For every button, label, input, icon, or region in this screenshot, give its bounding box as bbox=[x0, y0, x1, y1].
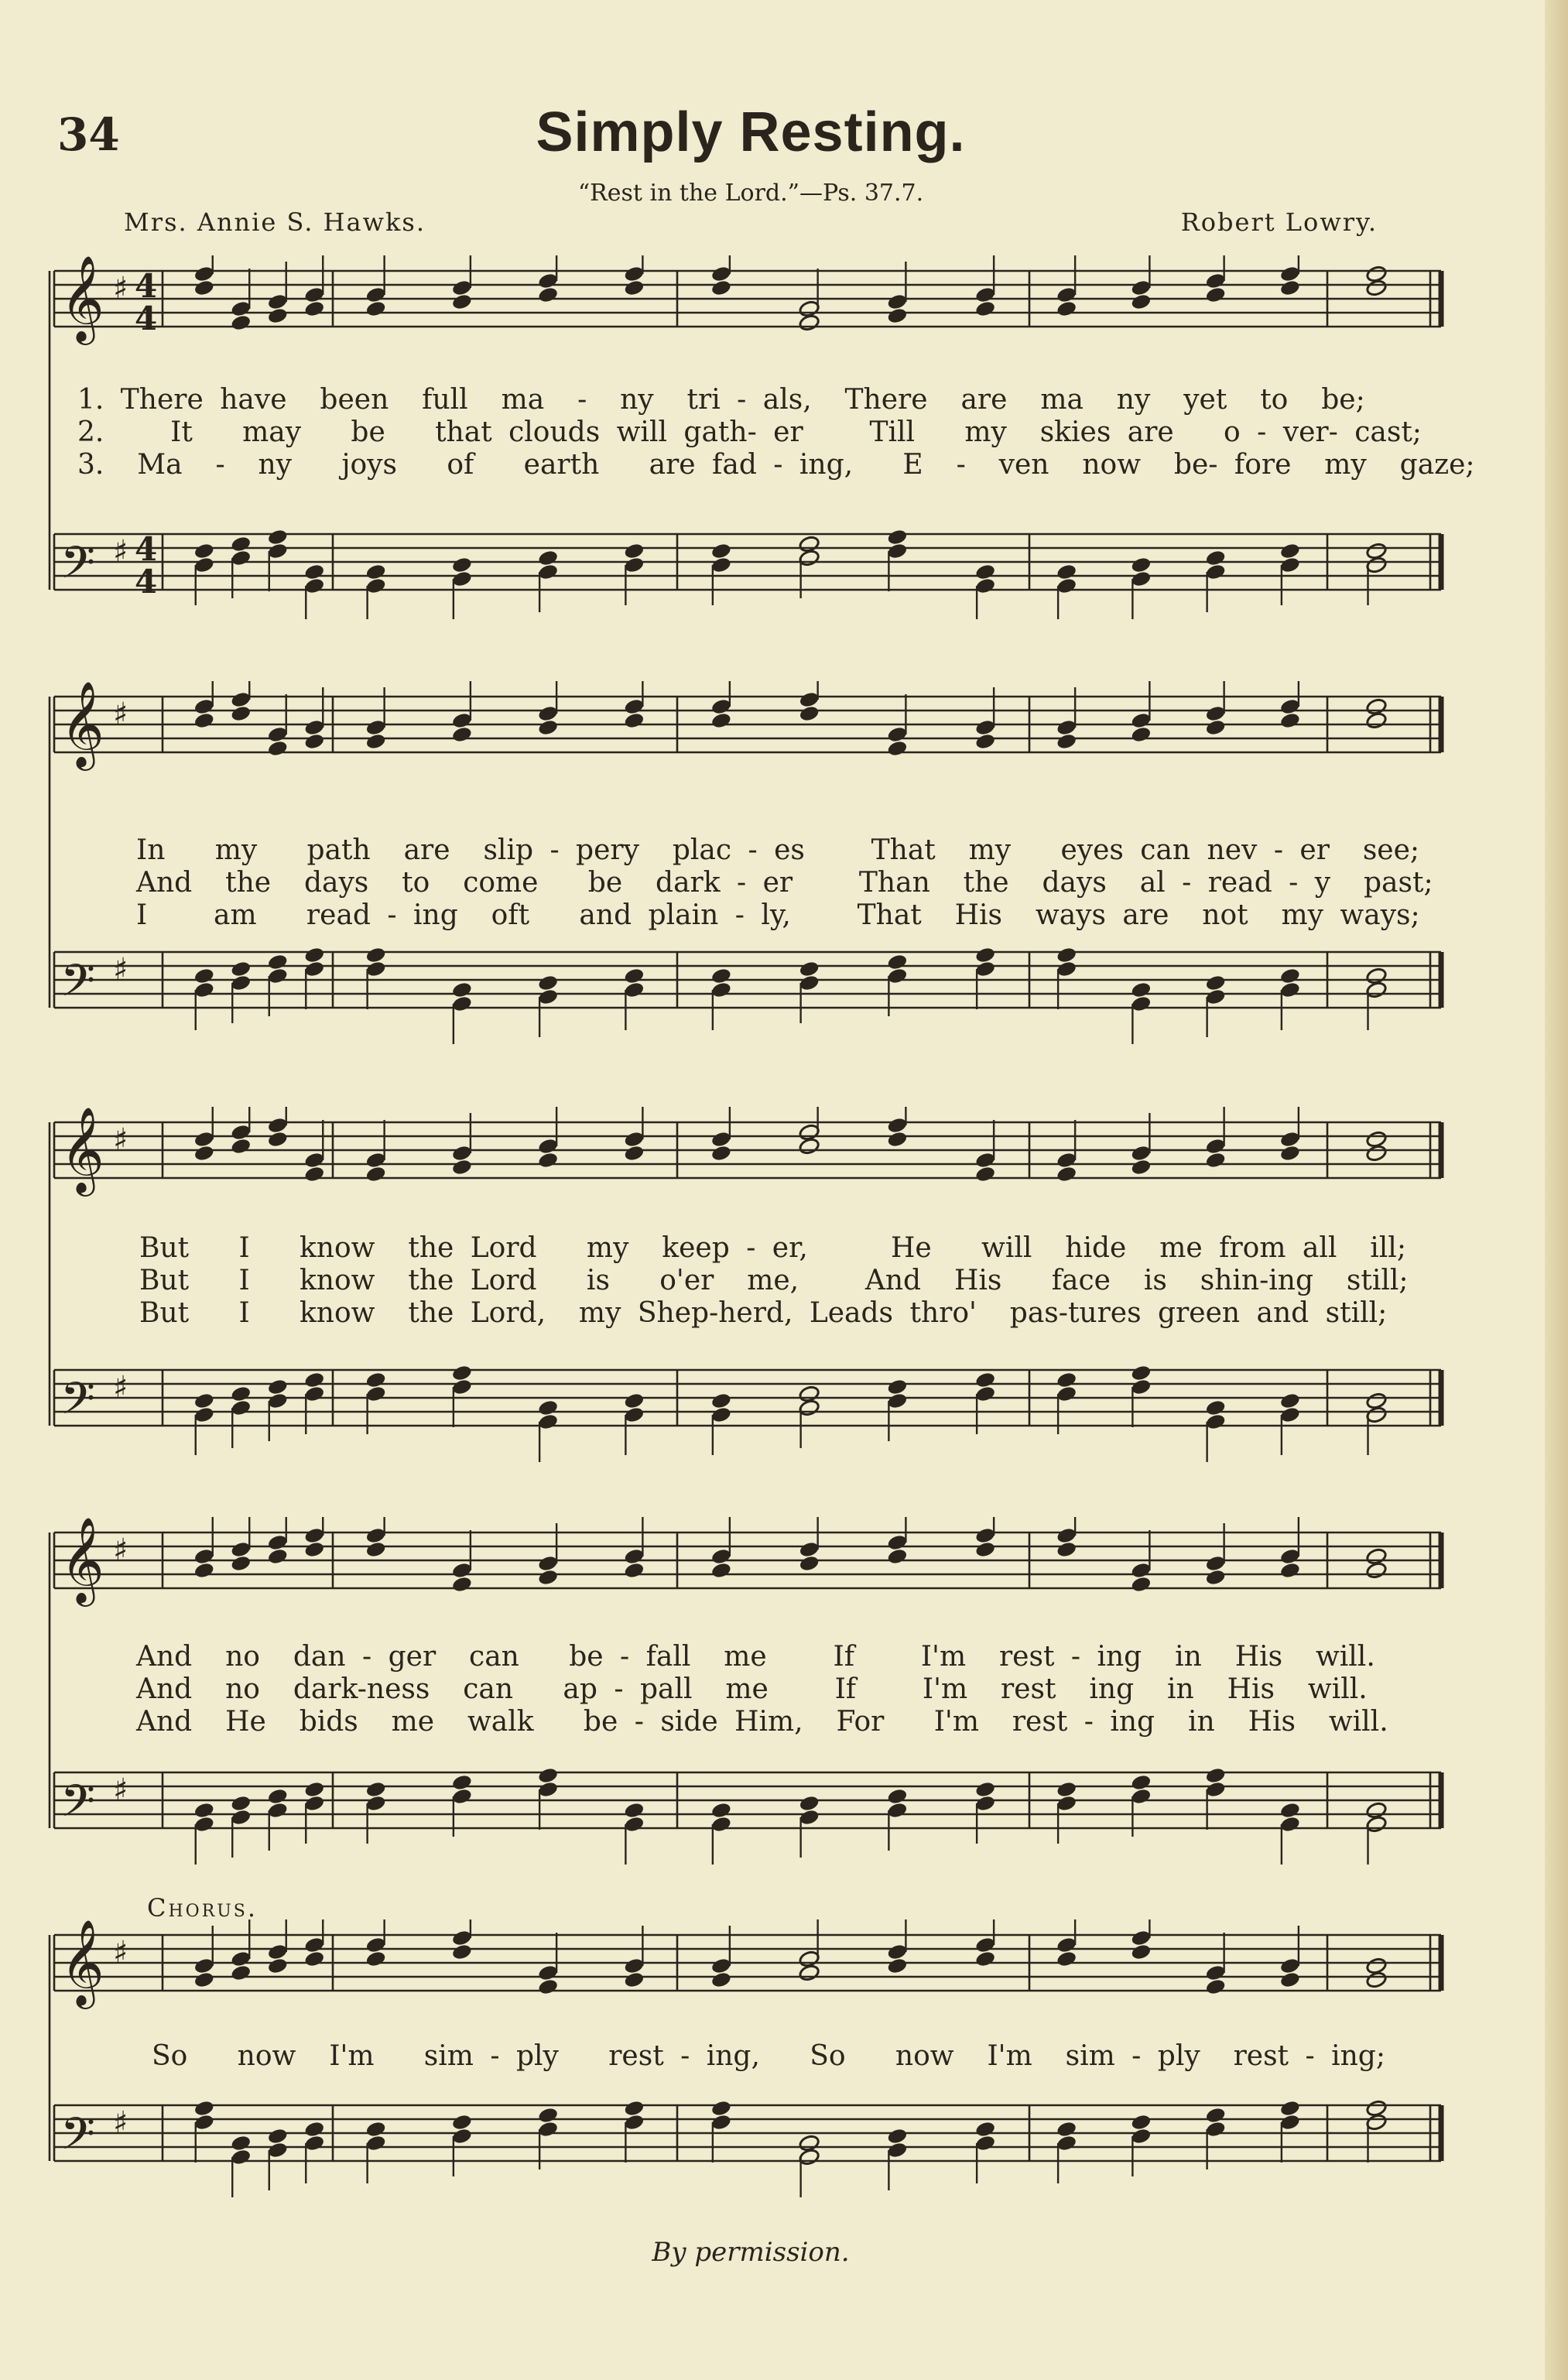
permission-credit: By permission. bbox=[652, 2237, 850, 2268]
note-head bbox=[886, 1957, 908, 1974]
note-head bbox=[1056, 1780, 1077, 1798]
note-head bbox=[1205, 2106, 1227, 2124]
note-head bbox=[623, 967, 645, 985]
note-head bbox=[1130, 1773, 1152, 1791]
note-head bbox=[451, 725, 473, 743]
note-head bbox=[193, 711, 215, 729]
note-head bbox=[193, 1144, 215, 1162]
note-head bbox=[451, 2113, 473, 2131]
verse-line: I am read - ing oft and plain - ly, That His ways are not my ways; bbox=[136, 899, 1420, 931]
note-head bbox=[1205, 974, 1227, 991]
note-head bbox=[974, 563, 996, 580]
note-head bbox=[623, 711, 645, 729]
note-head bbox=[799, 535, 820, 553]
note-head bbox=[710, 711, 732, 729]
note-head bbox=[1365, 2099, 1387, 2117]
note-head bbox=[537, 1151, 559, 1169]
page-number: 34 bbox=[57, 108, 120, 161]
note-head bbox=[1056, 732, 1077, 750]
note-head bbox=[1130, 981, 1152, 998]
note-head bbox=[365, 1165, 387, 1183]
note-head bbox=[1056, 1165, 1077, 1183]
treble-clef-icon: 𝄞 bbox=[60, 255, 104, 341]
note-head bbox=[710, 1801, 732, 1819]
note-head bbox=[537, 1399, 559, 1416]
note-head bbox=[193, 1392, 215, 1409]
note-head bbox=[303, 1371, 325, 1389]
note-head bbox=[1279, 967, 1301, 985]
note-head bbox=[1130, 725, 1152, 743]
note-head bbox=[1130, 293, 1152, 310]
note-head bbox=[974, 300, 996, 317]
note-head bbox=[623, 542, 645, 560]
note-head bbox=[1279, 711, 1301, 729]
note-head bbox=[537, 286, 559, 303]
note-head bbox=[886, 1130, 908, 1148]
time-signature-top: 4 bbox=[135, 267, 158, 305]
note-head bbox=[1279, 1561, 1301, 1579]
note-head bbox=[623, 2099, 645, 2117]
note-head bbox=[365, 946, 387, 964]
note-head bbox=[710, 1144, 732, 1162]
note-head bbox=[1205, 1766, 1227, 1784]
note-head bbox=[1365, 542, 1387, 560]
note-head bbox=[537, 2106, 559, 2124]
verse-line: But I know the Lord my keep - er, He will hide me from all ill; bbox=[139, 1232, 1406, 1264]
note-head bbox=[451, 1364, 473, 1382]
note-head bbox=[886, 1787, 908, 1805]
note-head bbox=[710, 2099, 732, 2117]
scripture-epigraph: “Rest in the Lord.”—Ps. 37.7. bbox=[577, 180, 924, 207]
note-head bbox=[974, 1165, 996, 1183]
sharp-icon: ♯ bbox=[113, 1370, 128, 1406]
note-head bbox=[193, 279, 215, 296]
bass-clef-icon: 𝄢 bbox=[60, 1775, 96, 1838]
note-head bbox=[230, 1385, 252, 1402]
bass-clef-icon: 𝄢 bbox=[60, 2108, 96, 2171]
note-head bbox=[886, 739, 908, 757]
sharp-icon: ♯ bbox=[113, 1122, 128, 1158]
note-head bbox=[886, 306, 908, 324]
note-head bbox=[1130, 2113, 1152, 2131]
note-head bbox=[886, 528, 908, 546]
note-head bbox=[1205, 286, 1227, 303]
verse-line: And He bids me walk be - side Him, For I'm rest - ing in His will. bbox=[136, 1706, 1388, 1738]
verse-line: And no dan - ger can be - fall me If I'm rest - ing in His will. bbox=[136, 1641, 1375, 1673]
note-head bbox=[537, 1568, 559, 1586]
note-head bbox=[1205, 1568, 1227, 1586]
note-head bbox=[365, 2120, 387, 2138]
note-head bbox=[267, 1130, 289, 1148]
note-head bbox=[974, 2120, 996, 2138]
note-head bbox=[1056, 1540, 1077, 1558]
note-head bbox=[1365, 279, 1387, 296]
note-head bbox=[1130, 1575, 1152, 1593]
sharp-icon: ♯ bbox=[113, 1935, 128, 1971]
note-head bbox=[1279, 1392, 1301, 1409]
note-head bbox=[974, 732, 996, 750]
note-head bbox=[365, 1371, 387, 1389]
note-head bbox=[193, 967, 215, 985]
note-head bbox=[1365, 1561, 1387, 1579]
note-head bbox=[623, 279, 645, 296]
note-head bbox=[537, 718, 559, 736]
composer-credit: Robert Lowry. bbox=[1180, 207, 1378, 237]
note-head bbox=[623, 1144, 645, 1162]
note-head bbox=[1279, 1144, 1301, 1162]
note-head bbox=[267, 953, 289, 971]
note-head bbox=[1130, 556, 1152, 574]
note-head bbox=[710, 1392, 732, 1409]
note-head bbox=[710, 967, 732, 985]
note-head bbox=[1365, 1547, 1387, 1565]
note-head bbox=[267, 306, 289, 324]
note-head bbox=[1056, 1950, 1077, 1967]
note-head bbox=[193, 1561, 215, 1579]
sharp-icon: ♯ bbox=[113, 1532, 128, 1568]
note-head bbox=[193, 542, 215, 560]
note-head bbox=[193, 1971, 215, 1988]
note-head bbox=[303, 1950, 325, 1967]
note-head bbox=[267, 1378, 289, 1395]
note-head bbox=[303, 946, 325, 964]
note-head bbox=[303, 2120, 325, 2138]
note-head bbox=[451, 1158, 473, 1176]
bass-clef-icon: 𝄢 bbox=[60, 536, 96, 600]
note-head bbox=[1056, 2120, 1077, 2138]
note-head bbox=[1365, 1144, 1387, 1162]
note-head bbox=[267, 1547, 289, 1565]
note-head bbox=[1205, 1151, 1227, 1169]
sharp-icon: ♯ bbox=[113, 1772, 128, 1808]
note-head bbox=[710, 542, 732, 560]
note-head bbox=[230, 704, 252, 722]
note-head bbox=[230, 1137, 252, 1155]
note-head bbox=[974, 1780, 996, 1798]
note-head bbox=[1130, 1943, 1152, 1961]
note-head bbox=[1056, 946, 1077, 964]
note-head bbox=[537, 974, 559, 991]
note-head bbox=[1279, 542, 1301, 560]
note-head bbox=[886, 953, 908, 971]
note-head bbox=[230, 2134, 252, 2152]
note-head bbox=[1279, 279, 1301, 296]
time-signature-bottom: 4 bbox=[135, 563, 158, 601]
verse-line: 1. There have been full ma - ny tri - als, There are ma ny yet to be; bbox=[77, 384, 1365, 416]
note-head bbox=[230, 313, 252, 331]
note-head bbox=[303, 1165, 325, 1183]
note-head bbox=[1365, 697, 1387, 715]
note-head bbox=[1205, 1978, 1227, 1995]
bass-clef-icon: 𝄢 bbox=[60, 954, 96, 1018]
staff-graphics bbox=[0, 1919, 1568, 2229]
note-head bbox=[1056, 300, 1077, 317]
treble-clef-icon: 𝄞 bbox=[60, 681, 104, 767]
note-head bbox=[974, 1950, 996, 1967]
chorus-line: So now I'm sim - ply rest - ing, So now I'm sim - ply rest - ing; bbox=[152, 2040, 1385, 2072]
note-head bbox=[710, 1971, 732, 1988]
note-head bbox=[1056, 1371, 1077, 1389]
note-head bbox=[886, 1547, 908, 1565]
note-head bbox=[1130, 1364, 1152, 1382]
note-head bbox=[799, 1137, 820, 1155]
note-head bbox=[974, 1540, 996, 1558]
note-head bbox=[230, 960, 252, 978]
sharp-icon: ♯ bbox=[113, 952, 128, 988]
bass-clef-icon: 𝄢 bbox=[60, 1372, 96, 1436]
note-head bbox=[365, 1540, 387, 1558]
note-head bbox=[799, 1794, 820, 1812]
song-title: Simply Resting. bbox=[536, 101, 966, 163]
note-head bbox=[1205, 718, 1227, 736]
note-head bbox=[267, 739, 289, 757]
treble-clef-icon: 𝄞 bbox=[60, 1517, 104, 1603]
time-signature-top: 4 bbox=[135, 530, 158, 568]
treble-clef-icon: 𝄞 bbox=[60, 1107, 104, 1193]
verse-line: But I know the Lord, my Shep-herd, Leads thro' pas-tures green and still; bbox=[139, 1297, 1388, 1329]
note-head bbox=[710, 279, 732, 296]
note-head bbox=[799, 1385, 820, 1402]
note-head bbox=[267, 2127, 289, 2145]
note-head bbox=[1365, 1130, 1387, 1148]
note-head bbox=[365, 563, 387, 580]
sharp-icon: ♯ bbox=[113, 697, 128, 732]
note-head bbox=[303, 1780, 325, 1798]
note-head bbox=[799, 2134, 820, 2152]
note-head bbox=[193, 2099, 215, 2117]
lyricist-credit: Mrs. Annie S. Hawks. bbox=[124, 207, 426, 237]
page-edge-shadow bbox=[1545, 0, 1568, 2380]
note-head bbox=[451, 293, 473, 310]
note-head bbox=[1365, 265, 1387, 283]
note-head bbox=[1365, 1392, 1387, 1409]
note-head bbox=[799, 704, 820, 722]
note-head bbox=[451, 556, 473, 574]
sharp-icon: ♯ bbox=[113, 2105, 128, 2141]
treble-clef-icon: 𝄞 bbox=[60, 1919, 104, 2005]
note-head bbox=[1365, 1971, 1387, 1988]
note-head bbox=[1279, 1971, 1301, 1988]
note-head bbox=[799, 1964, 820, 1981]
note-head bbox=[451, 1575, 473, 1593]
chorus-label: Chorus. bbox=[147, 1893, 258, 1923]
note-head bbox=[886, 2127, 908, 2145]
note-head bbox=[623, 1561, 645, 1579]
note-head bbox=[1205, 549, 1227, 567]
sharp-icon: ♯ bbox=[113, 534, 128, 570]
music-system bbox=[0, 1919, 1568, 2229]
note-head bbox=[193, 1801, 215, 1819]
sharp-icon: ♯ bbox=[113, 271, 128, 306]
note-head bbox=[886, 1378, 908, 1395]
note-head bbox=[267, 1957, 289, 1974]
note-head bbox=[537, 549, 559, 567]
note-head bbox=[303, 732, 325, 750]
verse-line: But I know the Lord is o'er me, And His face is shin-ing still; bbox=[139, 1265, 1409, 1296]
note-head bbox=[267, 1787, 289, 1805]
note-head bbox=[230, 535, 252, 553]
verse-line: 2. It may be that clouds will gath- er Till my skies are o - ver- cast; bbox=[77, 416, 1422, 448]
note-head bbox=[537, 1766, 559, 1784]
note-head bbox=[799, 313, 820, 331]
note-head bbox=[365, 732, 387, 750]
note-head bbox=[1205, 1399, 1227, 1416]
note-head bbox=[1279, 2099, 1301, 2117]
note-head bbox=[623, 1392, 645, 1409]
note-head bbox=[974, 946, 996, 964]
note-head bbox=[230, 1964, 252, 1981]
note-head bbox=[451, 1943, 473, 1961]
note-head bbox=[710, 1561, 732, 1579]
note-head bbox=[267, 528, 289, 546]
note-head bbox=[1365, 711, 1387, 729]
note-head bbox=[451, 1773, 473, 1791]
note-head bbox=[537, 1978, 559, 1995]
verse-line: 3. Ma - ny joys of earth are fad - ing, E - ven now be- fore my gaze; bbox=[77, 449, 1475, 481]
note-head bbox=[303, 300, 325, 317]
time-signature-bottom: 4 bbox=[135, 300, 158, 337]
note-head bbox=[1365, 967, 1387, 985]
verse-line: And no dark-ness can ap - pall me If I'm rest ing in His will. bbox=[136, 1673, 1368, 1705]
note-head bbox=[623, 1971, 645, 1988]
note-head bbox=[303, 1540, 325, 1558]
note-head bbox=[974, 1371, 996, 1389]
note-head bbox=[1056, 563, 1077, 580]
note-head bbox=[1279, 1801, 1301, 1819]
note-head bbox=[623, 1801, 645, 1819]
note-head bbox=[451, 981, 473, 998]
note-head bbox=[230, 1794, 252, 1812]
note-head bbox=[1365, 1801, 1387, 1819]
note-head bbox=[1365, 1957, 1387, 1974]
note-head bbox=[799, 960, 820, 978]
note-head bbox=[365, 1780, 387, 1798]
verse-line: In my path are slip - pery plac - es That my eyes can nev - er see; bbox=[136, 834, 1420, 866]
note-head bbox=[1130, 1158, 1152, 1176]
note-head bbox=[799, 1554, 820, 1572]
note-head bbox=[230, 1554, 252, 1572]
verse-line: And the days to come be dark - er Than the days al - read - y past; bbox=[136, 867, 1433, 899]
note-head bbox=[365, 300, 387, 317]
note-head bbox=[365, 1950, 387, 1967]
note-head bbox=[303, 563, 325, 580]
